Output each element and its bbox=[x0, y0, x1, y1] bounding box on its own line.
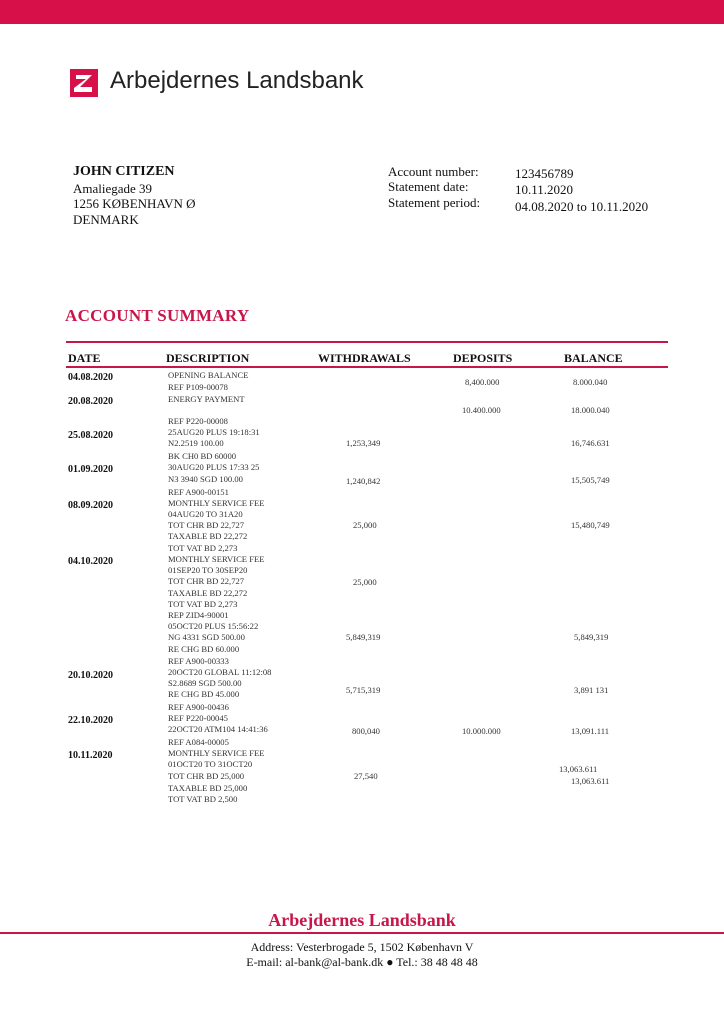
description-line: TOT CHR BD 22,727 bbox=[168, 576, 245, 586]
description-line: TAXABLE BD 22,272 bbox=[168, 531, 248, 541]
withdrawal-amount: 800,040 bbox=[352, 726, 380, 736]
description-line: TOT VAT BD 2,273 bbox=[168, 543, 238, 553]
deposit-amount: 10.000.000 bbox=[462, 726, 501, 736]
balance-amount: 5,849,319 bbox=[574, 632, 609, 642]
withdrawal-amount: 5,715,319 bbox=[346, 685, 381, 695]
footer-address: Address: Vesterbrogade 5, 1502 København V bbox=[250, 940, 474, 954]
description-line: NG 4331 SGD 500.00 bbox=[168, 632, 245, 642]
column-header-balance: BALANCE bbox=[564, 351, 623, 365]
transaction-date: 25.08.2020 bbox=[68, 430, 113, 441]
withdrawal-amount: 1,240,842 bbox=[346, 476, 381, 486]
header-rule bbox=[66, 366, 668, 368]
withdrawal-amount: 5,849,319 bbox=[346, 632, 381, 642]
balance-amount: 13,063.611 bbox=[559, 764, 598, 774]
customer-address-line: Amaliegade 39 bbox=[73, 181, 153, 196]
column-header-withdrawals: WITHDRAWALS bbox=[318, 351, 411, 365]
summary-top-rule bbox=[66, 341, 668, 343]
bank-logo-text: Arbejdernes Landsbank bbox=[110, 67, 364, 94]
bank-logo-icon bbox=[70, 69, 98, 97]
description-line: ENERGY PAYMENT bbox=[168, 394, 245, 404]
column-header-deposits: DEPOSITS bbox=[453, 351, 513, 365]
account-number: 123456789 bbox=[515, 166, 574, 181]
footer-contact: E-mail: al-bank@al-bank.dk ● Tel.: 38 48 48 48 bbox=[246, 955, 478, 969]
description-line: TOT VAT BD 2,273 bbox=[168, 599, 238, 609]
description-line: REP ZID4-90001 bbox=[168, 610, 229, 620]
balance-amount: 13,091.111 bbox=[571, 726, 610, 736]
statement-period: 04.08.2020 to 10.11.2020 bbox=[515, 199, 649, 214]
deposit-amount: 8,400.000 bbox=[465, 377, 500, 387]
description-line: 20OCT20 GLOBAL 11:12:08 bbox=[168, 667, 272, 677]
column-header-date: DATE bbox=[68, 351, 101, 365]
transaction-date: 04.08.2020 bbox=[68, 372, 113, 383]
description-line: RE CHG BD 45.000 bbox=[168, 689, 240, 699]
withdrawal-amount: 25,000 bbox=[353, 520, 377, 530]
description-line: 25AUG20 PLUS 19:18:31 bbox=[168, 427, 260, 437]
description-line: 01OCT20 TO 31OCT20 bbox=[168, 759, 253, 769]
description-line: TOT CHR BD 22,727 bbox=[168, 520, 245, 530]
description-line: 04AUG20 TO 31A20 bbox=[168, 509, 243, 519]
description-line: 30AUG20 PLUS 17:33 25 bbox=[168, 462, 260, 472]
description-line: REF P220-00008 bbox=[168, 416, 228, 426]
description-line: TAXABLE BD 22,272 bbox=[168, 588, 248, 598]
description-line: 05OCT20 PLUS 15:56:22 bbox=[168, 621, 259, 631]
balance-amount: 18.000.040 bbox=[571, 405, 610, 415]
description-line: 01SEP20 TO 30SEP20 bbox=[168, 565, 248, 575]
description-line: REF A900-00151 bbox=[168, 487, 229, 497]
description-line: REF P109-00078 bbox=[168, 382, 228, 392]
customer-address-line: 1256 KØBENHAVN Ø bbox=[73, 196, 196, 211]
description-line: BK CH0 BD 60000 bbox=[168, 451, 237, 461]
description-line: REF A900-00333 bbox=[168, 656, 229, 666]
description-line: S2.8689 SGD 500.00 bbox=[168, 678, 242, 688]
description-line: MONTHLY SERVICE FEE bbox=[168, 748, 265, 758]
description-line: TAXABLE BD 25,000 bbox=[168, 783, 248, 793]
description-line: REF A084-00005 bbox=[168, 737, 229, 747]
transaction-date: 22.10.2020 bbox=[68, 715, 113, 726]
description-line: N2.2519 100.00 bbox=[168, 438, 224, 448]
description-line: N3 3940 SGD 100.00 bbox=[168, 474, 243, 484]
footer-bank-name: Arbejdernes Landsbank bbox=[268, 910, 456, 930]
balance-amount: 15,505,749 bbox=[571, 475, 610, 485]
column-header-description: DESCRIPTION bbox=[166, 351, 250, 365]
customer-address-line: DENMARK bbox=[73, 212, 139, 227]
balance-amount: 16,746.631 bbox=[571, 438, 610, 448]
description-line: MONTHLY SERVICE FEE bbox=[168, 554, 265, 564]
footer-rule bbox=[0, 932, 724, 934]
statement-date: 10.11.2020 bbox=[515, 182, 574, 197]
statement-date-label: Statement date: bbox=[388, 179, 469, 194]
balance-amount: 3,891 131 bbox=[574, 685, 609, 695]
withdrawal-amount: 1,253,349 bbox=[346, 438, 381, 448]
balance-amount: 13,063.611 bbox=[571, 776, 610, 786]
transaction-date: 08.09.2020 bbox=[68, 500, 113, 511]
account-summary-title: ACCOUNT SUMMARY bbox=[65, 306, 250, 325]
description-line: RE CHG BD 60.000 bbox=[168, 644, 240, 654]
description-line: 22OCT20 ATM104 14:41:36 bbox=[168, 724, 268, 734]
withdrawal-amount: 25,000 bbox=[353, 577, 377, 587]
balance-amount: 15,480,749 bbox=[571, 520, 610, 530]
transaction-date: 20.08.2020 bbox=[68, 396, 113, 407]
deposit-amount: 10.400.000 bbox=[462, 405, 501, 415]
description-line: REF A900-00436 bbox=[168, 702, 229, 712]
description-line: MONTHLY SERVICE FEE bbox=[168, 498, 265, 508]
customer-name: JOHN CITIZEN bbox=[73, 164, 175, 179]
top-brand-bar bbox=[0, 0, 724, 24]
transaction-date: 01.09.2020 bbox=[68, 464, 113, 475]
account-number-label: Account number: bbox=[388, 164, 479, 179]
description-line: TOT VAT BD 2,500 bbox=[168, 794, 238, 804]
withdrawal-amount: 27,540 bbox=[354, 771, 378, 781]
description-line: REF P220-00045 bbox=[168, 713, 228, 723]
description-line: OPENING BALANCE bbox=[168, 370, 249, 380]
description-line: TOT CHR BD 25,000 bbox=[168, 771, 245, 781]
transaction-date: 10.11.2020 bbox=[68, 750, 113, 761]
transaction-date: 20.10.2020 bbox=[68, 670, 113, 681]
transaction-date: 04.10.2020 bbox=[68, 556, 113, 567]
balance-amount: 8.000.040 bbox=[573, 377, 608, 387]
statement-period-label: Statement period: bbox=[388, 195, 481, 210]
